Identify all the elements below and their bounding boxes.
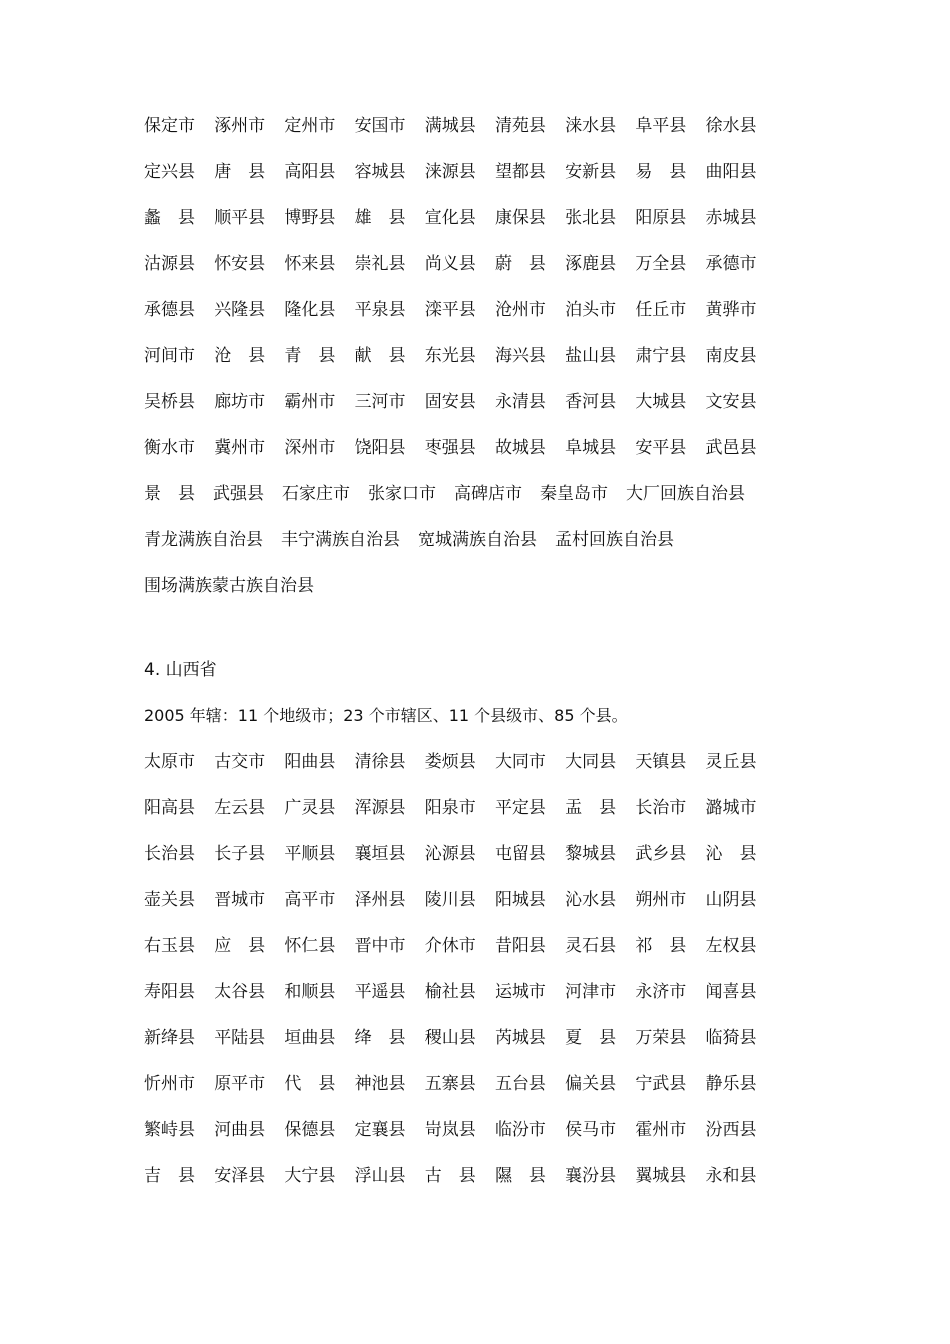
place-name: 新绛县 — [144, 1028, 195, 1048]
place-name: 望都县 — [494, 162, 546, 182]
place-name: 临汾市 — [494, 1120, 546, 1140]
place-name: 沽源县 — [144, 254, 195, 274]
place-name: 定州市 — [284, 116, 336, 136]
place-name: 青龙满族自治县 — [144, 530, 263, 550]
place-name: 长子县 — [214, 844, 266, 864]
place-name: 廊坊市 — [214, 392, 266, 412]
place-name: 大同市 — [494, 752, 546, 772]
place-name: 景 县 — [144, 484, 195, 504]
place-name: 襄垣县 — [354, 844, 406, 864]
place-name: 侯马市 — [565, 1120, 617, 1140]
place-name: 稷山县 — [424, 1028, 476, 1048]
place-name: 满城县 — [424, 116, 476, 136]
place-name: 保定市 — [144, 116, 195, 136]
table-row — [144, 888, 784, 934]
place-name: 易 县 — [635, 162, 687, 182]
place-name: 沁水县 — [565, 890, 617, 910]
place-name: 冀州市 — [214, 438, 266, 458]
place-name: 原平市 — [214, 1074, 266, 1094]
place-name: 雄 县 — [354, 208, 406, 228]
place-name: 山阴县 — [705, 890, 757, 910]
place-name: 康保县 — [494, 208, 546, 228]
place-name: 安泽县 — [214, 1166, 266, 1186]
place-name: 汾西县 — [705, 1120, 757, 1140]
place-name: 宣化县 — [424, 208, 476, 228]
place-name: 阜平县 — [635, 116, 687, 136]
place-name: 宽城满族自治县 — [418, 530, 537, 550]
place-name: 霸州市 — [284, 392, 336, 412]
place-name: 临猗县 — [705, 1028, 757, 1048]
table-row — [144, 206, 784, 252]
place-name: 盐山县 — [565, 346, 617, 366]
place-name: 清徐县 — [354, 752, 406, 772]
place-name: 泊头市 — [565, 300, 617, 320]
place-name: 平泉县 — [354, 300, 406, 320]
place-name: 盂 县 — [565, 798, 617, 818]
place-name: 静乐县 — [705, 1074, 757, 1094]
place-name: 祁 县 — [635, 936, 687, 956]
place-name: 阳城县 — [494, 890, 546, 910]
place-name: 大城县 — [635, 392, 687, 412]
place-name: 安平县 — [635, 438, 687, 458]
place-name: 大厂回族自治县 — [626, 484, 745, 504]
place-name: 武强县 — [213, 484, 264, 504]
place-name: 垣曲县 — [284, 1028, 336, 1048]
place-name: 沧州市 — [494, 300, 546, 320]
place-name: 神池县 — [354, 1074, 406, 1094]
place-name: 唐 县 — [214, 162, 266, 182]
place-name: 泽州县 — [354, 890, 406, 910]
table-row — [144, 344, 784, 390]
place-name: 屯留县 — [494, 844, 546, 864]
place-name: 蔚 县 — [494, 254, 546, 274]
document-page — [144, 114, 784, 1210]
section-title-shanxi: 4. 山西省 — [144, 660, 217, 680]
place-name: 枣强县 — [424, 438, 476, 458]
place-name: 长治市 — [635, 798, 687, 818]
hebei-county-list — [144, 114, 784, 482]
place-name: 灵石县 — [565, 936, 617, 956]
place-name: 浑源县 — [354, 798, 406, 818]
place-name: 蠡 县 — [144, 208, 195, 228]
place-name: 安国市 — [354, 116, 406, 136]
hebei-county-list-continued — [144, 482, 784, 620]
place-name: 永和县 — [705, 1166, 757, 1186]
place-name: 翼城县 — [635, 1166, 687, 1186]
place-name: 兴隆县 — [214, 300, 266, 320]
place-name: 高阳县 — [284, 162, 336, 182]
place-name: 香河县 — [565, 392, 617, 412]
place-name: 隆化县 — [284, 300, 336, 320]
place-name: 左权县 — [705, 936, 757, 956]
place-name: 太谷县 — [214, 982, 266, 1002]
place-name: 大宁县 — [284, 1166, 336, 1186]
place-name: 昔阳县 — [494, 936, 546, 956]
place-name: 河间市 — [144, 346, 195, 366]
place-name: 徐水县 — [705, 116, 757, 136]
place-name: 献 县 — [354, 346, 406, 366]
place-name: 河曲县 — [214, 1120, 266, 1140]
place-name: 怀来县 — [284, 254, 336, 274]
table-row — [144, 252, 784, 298]
place-name: 吉 县 — [144, 1166, 195, 1186]
place-name: 右玉县 — [144, 936, 195, 956]
place-name: 繁峙县 — [144, 1120, 195, 1140]
place-name: 古 县 — [424, 1166, 476, 1186]
place-name: 黎城县 — [565, 844, 617, 864]
table-row — [144, 528, 784, 574]
place-name: 隰 县 — [494, 1166, 546, 1186]
place-name: 古交市 — [214, 752, 266, 772]
place-name: 平顺县 — [284, 844, 336, 864]
place-name: 沧 县 — [214, 346, 266, 366]
place-name: 左云县 — [214, 798, 266, 818]
place-name: 武乡县 — [635, 844, 687, 864]
shanxi-county-list — [144, 750, 784, 1210]
table-row — [144, 436, 784, 482]
place-name: 朔州市 — [635, 890, 687, 910]
place-name: 浮山县 — [354, 1166, 406, 1186]
place-name: 高碑店市 — [454, 484, 522, 504]
place-name: 黄骅市 — [705, 300, 757, 320]
place-name: 永清县 — [494, 392, 546, 412]
place-name: 尚义县 — [424, 254, 476, 274]
place-name: 深州市 — [284, 438, 336, 458]
place-name: 曲阳县 — [705, 162, 757, 182]
place-name: 夏 县 — [565, 1028, 617, 1048]
place-name: 阳曲县 — [284, 752, 336, 772]
place-name: 宁武县 — [635, 1074, 687, 1094]
place-name: 赤城县 — [705, 208, 757, 228]
place-name: 榆社县 — [424, 982, 476, 1002]
place-name: 襄汾县 — [565, 1166, 617, 1186]
place-name: 运城市 — [494, 982, 546, 1002]
place-name: 承德县 — [144, 300, 195, 320]
place-name: 涞源县 — [424, 162, 476, 182]
place-name: 沁 县 — [705, 844, 757, 864]
place-name: 石家庄市 — [282, 484, 350, 504]
place-name: 张家口市 — [368, 484, 436, 504]
place-name: 五台县 — [494, 1074, 546, 1094]
place-name: 保德县 — [284, 1120, 336, 1140]
place-name: 文安县 — [705, 392, 757, 412]
place-name: 娄烦县 — [424, 752, 476, 772]
place-name: 故城县 — [494, 438, 546, 458]
place-name: 南皮县 — [705, 346, 757, 366]
table-row — [144, 796, 784, 842]
place-name: 介休市 — [424, 936, 476, 956]
table-row — [144, 1164, 784, 1210]
place-name: 涞水县 — [565, 116, 617, 136]
place-name: 固安县 — [424, 392, 476, 412]
place-name: 青 县 — [284, 346, 336, 366]
place-name: 绛 县 — [354, 1028, 406, 1048]
place-name: 涿州市 — [214, 116, 266, 136]
place-name: 和顺县 — [284, 982, 336, 1002]
table-row — [144, 1118, 784, 1164]
place-name: 天镇县 — [635, 752, 687, 772]
table-row — [144, 482, 784, 528]
place-name: 大同县 — [565, 752, 617, 772]
place-name: 围场满族蒙古族自治县 — [144, 576, 314, 596]
place-name: 河津市 — [565, 982, 617, 1002]
place-name: 容城县 — [354, 162, 406, 182]
place-name: 万全县 — [635, 254, 687, 274]
place-name: 阳泉市 — [424, 798, 476, 818]
place-name: 阳高县 — [144, 798, 195, 818]
table-row — [144, 160, 784, 206]
place-name: 孟村回族自治县 — [555, 530, 674, 550]
place-name: 壶关县 — [144, 890, 195, 910]
table-row — [144, 980, 784, 1026]
place-name: 承德市 — [705, 254, 757, 274]
table-row — [144, 842, 784, 888]
place-name: 东光县 — [424, 346, 476, 366]
place-name: 岢岚县 — [424, 1120, 476, 1140]
place-name: 平定县 — [494, 798, 546, 818]
table-row — [144, 574, 784, 620]
place-name: 平遥县 — [354, 982, 406, 1002]
place-name: 三河市 — [354, 392, 406, 412]
place-name: 平陆县 — [214, 1028, 266, 1048]
place-name: 吴桥县 — [144, 392, 195, 412]
place-name: 忻州市 — [144, 1074, 195, 1094]
place-name: 安新县 — [565, 162, 617, 182]
table-row — [144, 934, 784, 980]
place-name: 代 县 — [284, 1074, 336, 1094]
place-name: 应 县 — [214, 936, 266, 956]
table-row — [144, 1026, 784, 1072]
place-name: 定襄县 — [354, 1120, 406, 1140]
place-name: 灵丘县 — [705, 752, 757, 772]
place-name: 晋城市 — [214, 890, 266, 910]
place-name: 寿阳县 — [144, 982, 195, 1002]
place-name: 丰宁满族自治县 — [281, 530, 400, 550]
table-row — [144, 750, 784, 796]
place-name: 博野县 — [284, 208, 336, 228]
place-name: 闻喜县 — [705, 982, 757, 1002]
place-name: 涿鹿县 — [565, 254, 617, 274]
place-name: 万荣县 — [635, 1028, 687, 1048]
place-name: 潞城市 — [705, 798, 757, 818]
place-name: 高平市 — [284, 890, 336, 910]
place-name: 广灵县 — [284, 798, 336, 818]
place-name: 张北县 — [565, 208, 617, 228]
section-gap — [144, 620, 784, 658]
place-name: 五寨县 — [424, 1074, 476, 1094]
place-name: 陵川县 — [424, 890, 476, 910]
place-name: 沁源县 — [424, 844, 476, 864]
place-name: 秦皇岛市 — [540, 484, 608, 504]
place-name: 崇礼县 — [354, 254, 406, 274]
place-name: 偏关县 — [565, 1074, 617, 1094]
place-name: 怀安县 — [214, 254, 266, 274]
place-name: 阜城县 — [565, 438, 617, 458]
place-name: 晋中市 — [354, 936, 406, 956]
table-row — [144, 114, 784, 160]
place-name: 清苑县 — [494, 116, 546, 136]
place-name: 定兴县 — [144, 162, 195, 182]
place-name: 阳原县 — [635, 208, 687, 228]
place-name: 太原市 — [144, 752, 195, 772]
table-row — [144, 1072, 784, 1118]
table-row — [144, 390, 784, 436]
place-name: 芮城县 — [494, 1028, 546, 1048]
place-name: 任丘市 — [635, 300, 687, 320]
place-name: 永济市 — [635, 982, 687, 1002]
place-name: 衡水市 — [144, 438, 195, 458]
shanxi-summary: 2005 年辖：11 个地级市；23 个市辖区、11 个县级市、85 个县。 — [144, 706, 628, 725]
place-name: 顺平县 — [214, 208, 266, 228]
place-name: 怀仁县 — [284, 936, 336, 956]
place-name: 饶阳县 — [354, 438, 406, 458]
place-name: 滦平县 — [424, 300, 476, 320]
place-name: 肃宁县 — [635, 346, 687, 366]
place-name: 武邑县 — [705, 438, 757, 458]
place-name: 霍州市 — [635, 1120, 687, 1140]
table-row — [144, 298, 784, 344]
place-name: 海兴县 — [494, 346, 546, 366]
place-name: 长治县 — [144, 844, 195, 864]
